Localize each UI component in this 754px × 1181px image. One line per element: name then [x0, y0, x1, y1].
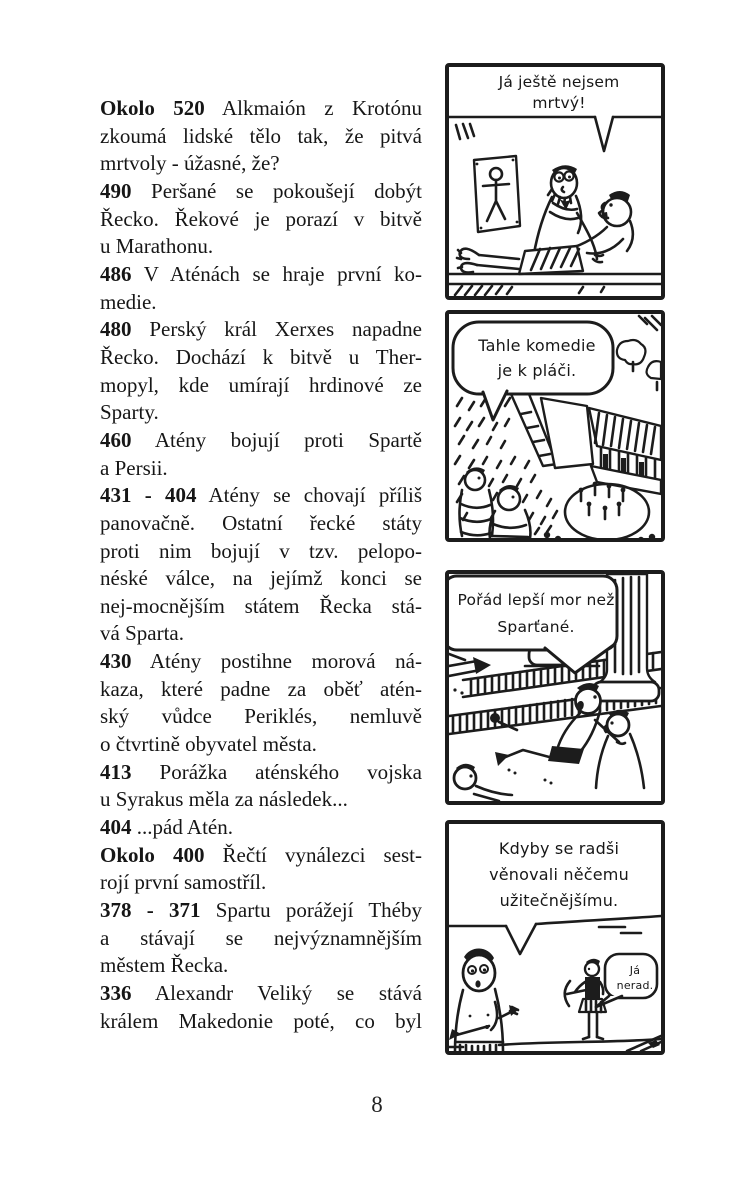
bubble-line: Kdyby se radši: [498, 839, 620, 858]
bubble-line: nerad.: [616, 979, 654, 992]
timeline-line: 413 Porážka aténského vojska: [100, 759, 422, 784]
timeline-line: vá Sparta.: [100, 621, 184, 646]
timeline-line: Řecko. Řekové je porazí v bitvě: [100, 206, 422, 231]
timeline-line: Řecko. Dochází k bitvě u Ther-: [100, 344, 422, 369]
bubble-line: Pořád lepší mor než: [457, 591, 615, 609]
timeline-line: 336 Alexandr Veliký se stává: [100, 981, 422, 1005]
timeline-line: panovačně. Ostatní řecké státy: [100, 510, 422, 535]
speech-bubble-spectator: [457, 333, 617, 383]
timeline-line: městem Řecka.: [100, 953, 229, 978]
timeline-line: néské válce, na jejímž konci se: [100, 566, 422, 591]
bubble-line: Já ještě nejsem: [498, 73, 620, 91]
timeline-line: 486 V Aténách se hraje první ko-: [100, 261, 422, 286]
speech-bubble-plague-victim: [453, 587, 619, 641]
bubble-line: užitečnějšímu.: [499, 891, 619, 910]
timeline-line: Sparty.: [100, 400, 159, 425]
timeline-line: 480 Perský král Xerxes napadne: [100, 317, 422, 342]
timeline-line: 404 ...pád Atén.: [100, 815, 233, 840]
timeline-line: medie.: [100, 289, 157, 314]
timeline-line: Okolo 400 Řečtí vynálezci sest-: [100, 842, 422, 867]
timeline-line: a stávají se nejvýznamnějším: [100, 925, 422, 950]
timeline-line: rojí první samostříl.: [100, 870, 267, 895]
comic-panel-theatre: [445, 310, 665, 542]
timeline-line: mopyl, kde umírají hrdinové ze: [100, 372, 422, 397]
comic-panel-crossbow: [445, 820, 665, 1055]
speech-bubble-citizen: [453, 836, 665, 914]
comic-strip: [445, 63, 665, 1055]
timeline-line: 378 - 371 Spartu porážejí Théby: [100, 898, 422, 923]
timeline-line: králem Makedonie poté, co byl: [100, 1008, 422, 1033]
bubble-line: Tahle komedie: [478, 336, 596, 355]
timeline-line: 490 Peršané se pokoušejí dobýt: [100, 178, 422, 203]
comic-panel-plague: [445, 570, 665, 805]
page-number: 8: [371, 1092, 383, 1117]
speech-bubble-patient: [453, 72, 665, 114]
timeline-line: zkoumá lidské tělo tak, že pitvá: [100, 123, 422, 148]
timeline-line: ský vůdce Periklés, nemluvě: [100, 704, 422, 729]
timeline-line: kaza, které padne za oběť atén-: [100, 676, 422, 701]
timeline-line: a Persii.: [100, 455, 168, 480]
bubble-line: věnovali něčemu: [489, 865, 629, 884]
speech-bubble-soldier-reply: [609, 963, 661, 993]
bubble-line: Sparťané.: [497, 618, 575, 636]
timeline-line: 460 Atény bojují proti Spartě: [100, 427, 422, 452]
timeline-line: nej-mocnějším státem Řecka stá-: [100, 593, 422, 618]
timeline-line: u Marathonu.: [100, 234, 214, 259]
timeline-line: Okolo 520 Alkmaión z Krotónu: [100, 96, 422, 120]
bubble-line: je k pláči.: [497, 361, 577, 380]
bubble-line: mrtvý!: [532, 94, 586, 112]
timeline-line: proti nim bojují v tzv. pelopo-: [100, 538, 422, 563]
timeline-line: mrtvoly - úžasné, že?: [100, 151, 280, 176]
timeline-column: [100, 95, 422, 1035]
bubble-line: Já: [629, 964, 641, 977]
comic-panel-dissection: [445, 63, 665, 300]
timeline-line: o čtvrtině obyvatel města.: [100, 732, 317, 757]
timeline-line: 431 - 404 Atény se chovají příliš: [100, 483, 422, 508]
timeline-line: u Syrakus měla za následek...: [100, 787, 348, 812]
timeline-line: 430 Atény postihne morová ná-: [100, 649, 422, 674]
